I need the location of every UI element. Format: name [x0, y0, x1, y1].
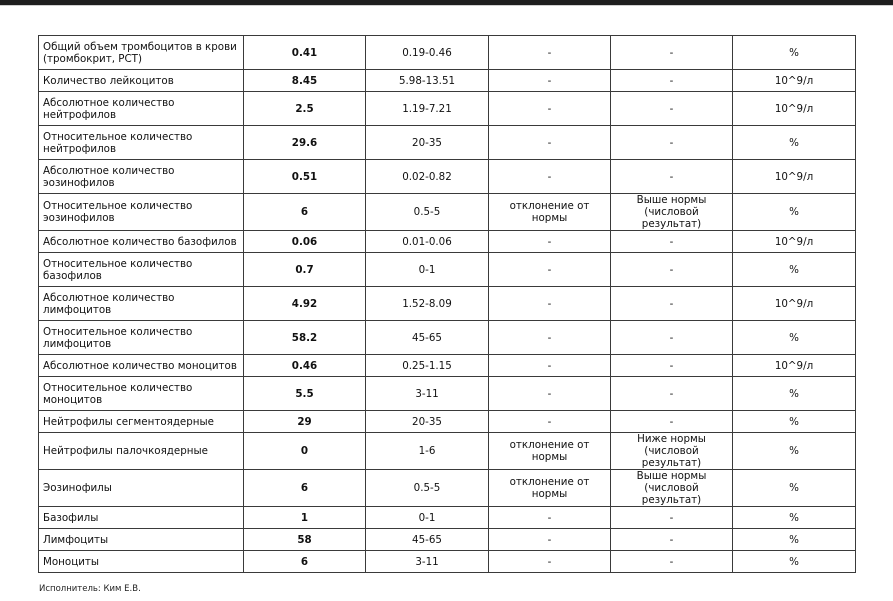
results-table-body [39, 36, 856, 573]
reference-range-cell: 20-35 [366, 126, 489, 160]
test-name-cell: Относительное количество нейтрофилов [39, 126, 244, 160]
unit-cell: % [733, 470, 856, 507]
deviation-comment-cell: - [611, 126, 733, 160]
table-row [39, 529, 856, 551]
deviation-flag-cell: - [489, 253, 611, 287]
test-name-cell: Лимфоциты [39, 529, 244, 551]
table-row [39, 433, 856, 470]
deviation-flag-cell: отклонение от нормы [489, 433, 611, 470]
document-page [0, 5, 893, 601]
unit-cell: % [733, 126, 856, 160]
deviation-flag-cell: - [489, 411, 611, 433]
test-name-cell: Абсолютное количество лимфоцитов [39, 287, 244, 321]
unit-cell: % [733, 411, 856, 433]
deviation-flag-cell: - [489, 92, 611, 126]
deviation-flag-cell: - [489, 36, 611, 70]
test-name-cell: Эозинофилы [39, 470, 244, 507]
table-row [39, 92, 856, 126]
test-value-cell: 0.06 [244, 231, 366, 253]
test-name-cell: Абсолютное количество базофилов [39, 231, 244, 253]
reference-range-cell: 5.98-13.51 [366, 70, 489, 92]
table-row [39, 253, 856, 287]
deviation-comment-cell: - [611, 551, 733, 573]
reference-range-cell: 3-11 [366, 377, 489, 411]
unit-cell: % [733, 551, 856, 573]
unit-cell: 10^9/л [733, 287, 856, 321]
test-value-cell: 0.51 [244, 160, 366, 194]
deviation-comment-cell: - [611, 231, 733, 253]
reference-range-cell: 0.02-0.82 [366, 160, 489, 194]
deviation-comment-cell: - [611, 355, 733, 377]
deviation-flag-cell: - [489, 231, 611, 253]
unit-cell: 10^9/л [733, 70, 856, 92]
test-value-cell: 5.5 [244, 377, 366, 411]
test-name-cell: Моноциты [39, 551, 244, 573]
deviation-comment-cell: - [611, 92, 733, 126]
table-row [39, 411, 856, 433]
reference-range-cell: 0.01-0.06 [366, 231, 489, 253]
unit-cell: 10^9/л [733, 355, 856, 377]
deviation-flag-cell: - [489, 551, 611, 573]
reference-range-cell: 20-35 [366, 411, 489, 433]
deviation-comment-cell: Выше нормы (числовой результат) [611, 194, 733, 231]
table-row [39, 231, 856, 253]
test-value-cell: 0.7 [244, 253, 366, 287]
test-value-cell: 29.6 [244, 126, 366, 160]
table-row [39, 470, 856, 507]
test-value-cell: 29 [244, 411, 366, 433]
deviation-comment-cell: - [611, 70, 733, 92]
deviation-flag-cell: - [489, 126, 611, 160]
test-value-cell: 0 [244, 433, 366, 470]
table-row [39, 321, 856, 355]
test-value-cell: 6 [244, 194, 366, 231]
test-name-cell: Нейтрофилы сегментоядерные [39, 411, 244, 433]
deviation-comment-cell: - [611, 321, 733, 355]
test-name-cell: Количество лейкоцитов [39, 70, 244, 92]
deviation-comment-cell: Ниже нормы (числовой результат) [611, 433, 733, 470]
unit-cell: % [733, 433, 856, 470]
deviation-comment-cell: - [611, 287, 733, 321]
unit-cell: % [733, 529, 856, 551]
executor-note: Исполнитель: Ким Е.В. [39, 584, 141, 594]
reference-range-cell: 1-6 [366, 433, 489, 470]
unit-cell: % [733, 321, 856, 355]
table-row [39, 70, 856, 92]
deviation-flag-cell: - [489, 355, 611, 377]
test-value-cell: 6 [244, 470, 366, 507]
deviation-comment-cell: - [611, 529, 733, 551]
test-value-cell: 6 [244, 551, 366, 573]
deviation-comment-cell: - [611, 377, 733, 411]
table-row [39, 377, 856, 411]
unit-cell: 10^9/л [733, 231, 856, 253]
test-value-cell: 58.2 [244, 321, 366, 355]
deviation-flag-cell: - [489, 160, 611, 194]
test-name-cell: Общий объем тромбоцитов в крови (тромбокрит, PCT) [39, 36, 244, 70]
deviation-flag-cell: - [489, 377, 611, 411]
test-value-cell: 58 [244, 529, 366, 551]
test-name-cell: Относительное количество лимфоцитов [39, 321, 244, 355]
reference-range-cell: 0.25-1.15 [366, 355, 489, 377]
deviation-flag-cell: - [489, 287, 611, 321]
reference-range-cell: 1.52-8.09 [366, 287, 489, 321]
unit-cell: 10^9/л [733, 160, 856, 194]
reference-range-cell: 0.5-5 [366, 470, 489, 507]
deviation-comment-cell: - [611, 36, 733, 70]
deviation-comment-cell: Выше нормы (числовой результат) [611, 470, 733, 507]
test-value-cell: 0.41 [244, 36, 366, 70]
test-name-cell: Абсолютное количество нейтрофилов [39, 92, 244, 126]
test-name-cell: Относительное количество базофилов [39, 253, 244, 287]
test-name-cell: Базофилы [39, 507, 244, 529]
table-row [39, 126, 856, 160]
test-value-cell: 8.45 [244, 70, 366, 92]
table-row [39, 551, 856, 573]
reference-range-cell: 0-1 [366, 507, 489, 529]
unit-cell: % [733, 36, 856, 70]
results-table [38, 35, 856, 573]
unit-cell: 10^9/л [733, 92, 856, 126]
table-row [39, 160, 856, 194]
test-value-cell: 2.5 [244, 92, 366, 126]
table-row [39, 355, 856, 377]
table-row [39, 507, 856, 529]
table-row [39, 287, 856, 321]
table-row [39, 36, 856, 70]
deviation-flag-cell: - [489, 529, 611, 551]
deviation-flag-cell: - [489, 321, 611, 355]
unit-cell: % [733, 194, 856, 231]
deviation-flag-cell: отклонение от нормы [489, 470, 611, 507]
deviation-flag-cell: отклонение от нормы [489, 194, 611, 231]
deviation-comment-cell: - [611, 160, 733, 194]
unit-cell: % [733, 377, 856, 411]
test-name-cell: Относительное количество моноцитов [39, 377, 244, 411]
unit-cell: % [733, 253, 856, 287]
deviation-comment-cell: - [611, 507, 733, 529]
reference-range-cell: 45-65 [366, 529, 489, 551]
reference-range-cell: 0-1 [366, 253, 489, 287]
reference-range-cell: 0.19-0.46 [366, 36, 489, 70]
test-value-cell: 1 [244, 507, 366, 529]
deviation-flag-cell: - [489, 507, 611, 529]
table-row [39, 194, 856, 231]
deviation-flag-cell: - [489, 70, 611, 92]
deviation-comment-cell: - [611, 411, 733, 433]
test-name-cell: Абсолютное количество моноцитов [39, 355, 244, 377]
test-name-cell: Относительное количество эозинофилов [39, 194, 244, 231]
deviation-comment-cell: - [611, 253, 733, 287]
reference-range-cell: 3-11 [366, 551, 489, 573]
reference-range-cell: 0.5-5 [366, 194, 489, 231]
test-name-cell: Абсолютное количество эозинофилов [39, 160, 244, 194]
test-value-cell: 0.46 [244, 355, 366, 377]
reference-range-cell: 1.19-7.21 [366, 92, 489, 126]
test-name-cell: Нейтрофилы палочкоядерные [39, 433, 244, 470]
unit-cell: % [733, 507, 856, 529]
test-value-cell: 4.92 [244, 287, 366, 321]
reference-range-cell: 45-65 [366, 321, 489, 355]
